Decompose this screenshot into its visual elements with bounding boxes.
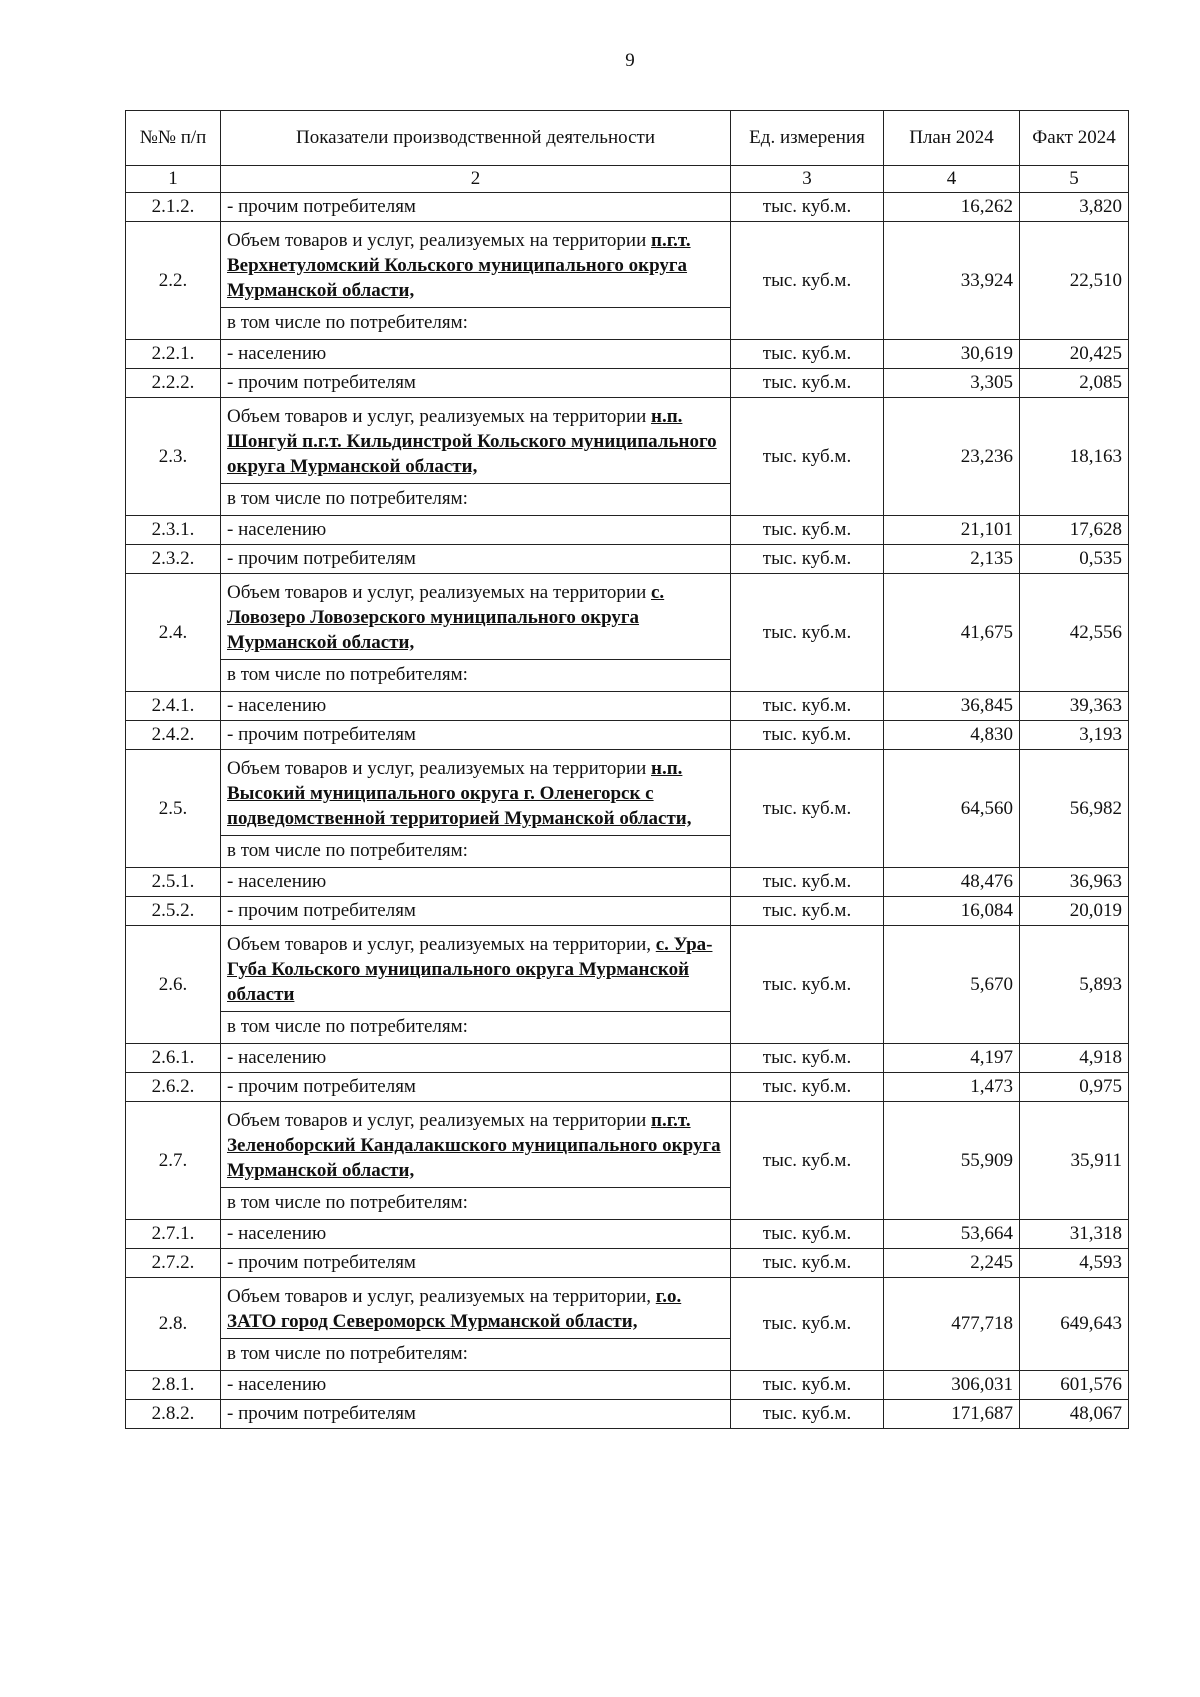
table-row-group	[126, 398, 1129, 516]
table-row	[126, 1073, 1129, 1102]
plan-value: 4,197	[884, 1044, 1020, 1073]
row-number: 2.6.1.	[126, 1044, 221, 1073]
fact-value: 0,535	[1020, 545, 1129, 574]
fact-value: 4,918	[1020, 1044, 1129, 1073]
row-description	[221, 1102, 731, 1220]
plan-value: 53,664	[884, 1220, 1020, 1249]
including-by-consumers-label: в том числе по потребителям:	[221, 1187, 730, 1215]
row-number: 2.7.1.	[126, 1220, 221, 1249]
row-label: - прочим потребителям	[221, 897, 731, 926]
row-label: - прочим потребителям	[221, 369, 731, 398]
fact-value: 48,067	[1020, 1400, 1129, 1429]
unit-cell: тыс. куб.м.	[731, 398, 884, 516]
row-number: 2.7.2.	[126, 1249, 221, 1278]
row-label: - населению	[221, 516, 731, 545]
unit-cell: тыс. куб.м.	[731, 897, 884, 926]
row-number: 2.2.1.	[126, 340, 221, 369]
territory-name: н.п. Высокий муниципального округа г. Оленегорск с подведомственной территорией Мурманской области,	[227, 758, 692, 829]
plan-value: 1,473	[884, 1073, 1020, 1102]
unit-cell: тыс. куб.м.	[731, 721, 884, 750]
table-row	[126, 193, 1129, 222]
row-label: - населению	[221, 1220, 731, 1249]
plan-value: 48,476	[884, 868, 1020, 897]
including-by-consumers-label: в том числе по потребителям:	[221, 483, 730, 511]
including-by-consumers-label: в том числе по потребителям:	[221, 1338, 730, 1366]
row-description-lead: Объем товаров и услуг, реализуемых на территории	[227, 758, 647, 779]
plan-value: 33,924	[884, 222, 1020, 340]
row-description	[221, 574, 731, 692]
plan-value: 41,675	[884, 574, 1020, 692]
row-label: - населению	[221, 692, 731, 721]
fact-value: 3,193	[1020, 721, 1129, 750]
column-number: 4	[884, 166, 1020, 193]
unit-cell: тыс. куб.м.	[731, 574, 884, 692]
column-numbers-row	[126, 166, 1129, 193]
unit-cell: тыс. куб.м.	[731, 516, 884, 545]
plan-value: 2,135	[884, 545, 1020, 574]
unit-cell: тыс. куб.м.	[731, 1249, 884, 1278]
row-number: 2.5.1.	[126, 868, 221, 897]
row-number: 2.5.	[126, 750, 221, 868]
row-description-lead: Объем товаров и услуг, реализуемых на территории	[227, 406, 647, 427]
territory-name: с. Ура-Губа Кольского муниципального округа Мурманской области	[227, 934, 713, 1005]
table-row-group	[126, 1102, 1129, 1220]
fact-value: 601,576	[1020, 1371, 1129, 1400]
header-indicator: Показатели производственной деятельности	[221, 111, 731, 166]
column-number: 1	[126, 166, 221, 193]
row-number: 2.1.2.	[126, 193, 221, 222]
unit-cell: тыс. куб.м.	[731, 545, 884, 574]
territory-name: г.о. ЗАТО город Североморск Мурманской области,	[227, 1286, 682, 1332]
plan-value: 21,101	[884, 516, 1020, 545]
row-label: - прочим потребителям	[221, 1400, 731, 1429]
row-label: - населению	[221, 1371, 731, 1400]
territory-name: п.г.т. Зеленоборский Кандалакшского муниципального округа Мурманской области,	[227, 1110, 721, 1181]
unit-cell: тыс. куб.м.	[731, 926, 884, 1044]
table-row	[126, 1249, 1129, 1278]
row-description	[221, 398, 731, 516]
plan-value: 306,031	[884, 1371, 1020, 1400]
row-description-lead: Объем товаров и услуг, реализуемых на территории,	[227, 934, 651, 955]
plan-value: 55,909	[884, 1102, 1020, 1220]
including-by-consumers-label: в том числе по потребителям:	[221, 835, 730, 863]
table-row-group	[126, 574, 1129, 692]
fact-value: 42,556	[1020, 574, 1129, 692]
table-row	[126, 897, 1129, 926]
table-row	[126, 1371, 1129, 1400]
plan-value: 16,262	[884, 193, 1020, 222]
table-row	[126, 1400, 1129, 1429]
plan-value: 171,687	[884, 1400, 1020, 1429]
row-label: - прочим потребителям	[221, 1073, 731, 1102]
table-row	[126, 721, 1129, 750]
fact-value: 18,163	[1020, 398, 1129, 516]
fact-value: 22,510	[1020, 222, 1129, 340]
row-label: - прочим потребителям	[221, 545, 731, 574]
unit-cell: тыс. куб.м.	[731, 1220, 884, 1249]
row-number: 2.5.2.	[126, 897, 221, 926]
row-number: 2.6.2.	[126, 1073, 221, 1102]
header-fact: Факт 2024	[1020, 111, 1129, 166]
unit-cell: тыс. куб.м.	[731, 1400, 884, 1429]
row-label: - населению	[221, 340, 731, 369]
plan-value: 64,560	[884, 750, 1020, 868]
unit-cell: тыс. куб.м.	[731, 692, 884, 721]
plan-value: 477,718	[884, 1278, 1020, 1371]
row-number: 2.8.2.	[126, 1400, 221, 1429]
plan-value: 4,830	[884, 721, 1020, 750]
row-description-lead: Объем товаров и услуг, реализуемых на территории	[227, 1110, 647, 1131]
territory-name: н.п. Шонгуй п.г.т. Кильдинстрой Кольского муниципального округа Мурманской области,	[227, 406, 717, 477]
row-description	[221, 222, 731, 340]
fact-value: 3,820	[1020, 193, 1129, 222]
plan-value: 5,670	[884, 926, 1020, 1044]
row-description-lead: Объем товаров и услуг, реализуемых на территории,	[227, 1286, 651, 1307]
table-row-group	[126, 222, 1129, 340]
unit-cell: тыс. куб.м.	[731, 750, 884, 868]
row-number: 2.2.2.	[126, 369, 221, 398]
row-number: 2.7.	[126, 1102, 221, 1220]
column-number: 5	[1020, 166, 1129, 193]
fact-value: 4,593	[1020, 1249, 1129, 1278]
unit-cell: тыс. куб.м.	[731, 340, 884, 369]
plan-value: 2,245	[884, 1249, 1020, 1278]
table-row	[126, 692, 1129, 721]
column-number: 3	[731, 166, 884, 193]
unit-cell: тыс. куб.м.	[731, 1044, 884, 1073]
table-row	[126, 340, 1129, 369]
unit-cell: тыс. куб.м.	[731, 369, 884, 398]
plan-value: 16,084	[884, 897, 1020, 926]
plan-value: 23,236	[884, 398, 1020, 516]
table-row	[126, 1220, 1129, 1249]
row-number: 2.3.2.	[126, 545, 221, 574]
fact-value: 649,643	[1020, 1278, 1129, 1371]
unit-cell: тыс. куб.м.	[731, 193, 884, 222]
fact-value: 2,085	[1020, 369, 1129, 398]
including-by-consumers-label: в том числе по потребителям:	[221, 307, 730, 335]
row-number: 2.2.	[126, 222, 221, 340]
row-description	[221, 750, 731, 868]
fact-value: 56,982	[1020, 750, 1129, 868]
column-number: 2	[221, 166, 731, 193]
table-row-group	[126, 1278, 1129, 1371]
fact-value: 39,363	[1020, 692, 1129, 721]
header-num: №№ п/п	[126, 111, 221, 166]
row-description-lead: Объем товаров и услуг, реализуемых на территории	[227, 582, 647, 603]
fact-value: 31,318	[1020, 1220, 1129, 1249]
fact-value: 20,425	[1020, 340, 1129, 369]
table-header-row	[126, 111, 1129, 166]
row-description-lead: Объем товаров и услуг, реализуемых на территории	[227, 230, 647, 251]
header-unit: Ед. измерения	[731, 111, 884, 166]
fact-value: 5,893	[1020, 926, 1129, 1044]
production-indicators-table	[125, 110, 1129, 1429]
plan-value: 30,619	[884, 340, 1020, 369]
row-label: - прочим потребителям	[221, 1249, 731, 1278]
including-by-consumers-label: в том числе по потребителям:	[221, 659, 730, 687]
row-label: - населению	[221, 868, 731, 897]
fact-value: 17,628	[1020, 516, 1129, 545]
row-label: - прочим потребителям	[221, 721, 731, 750]
row-number: 2.8.1.	[126, 1371, 221, 1400]
unit-cell: тыс. куб.м.	[731, 1371, 884, 1400]
row-number: 2.3.	[126, 398, 221, 516]
unit-cell: тыс. куб.м.	[731, 1073, 884, 1102]
row-number: 2.6.	[126, 926, 221, 1044]
header-plan: План 2024	[884, 111, 1020, 166]
row-label: - прочим потребителям	[221, 193, 731, 222]
unit-cell: тыс. куб.м.	[731, 1278, 884, 1371]
table-row	[126, 545, 1129, 574]
table-row-group	[126, 926, 1129, 1044]
unit-cell: тыс. куб.м.	[731, 868, 884, 897]
row-description	[221, 926, 731, 1044]
row-number: 2.8.	[126, 1278, 221, 1371]
table-row	[126, 868, 1129, 897]
territory-name: с. Ловозеро Ловозерского муниципального округа Мурманской области,	[227, 582, 665, 653]
row-number: 2.4.	[126, 574, 221, 692]
row-description	[221, 1278, 731, 1371]
table-row-group	[126, 750, 1129, 868]
fact-value: 20,019	[1020, 897, 1129, 926]
plan-value: 3,305	[884, 369, 1020, 398]
unit-cell: тыс. куб.м.	[731, 1102, 884, 1220]
row-number: 2.3.1.	[126, 516, 221, 545]
table-row	[126, 516, 1129, 545]
row-number: 2.4.1.	[126, 692, 221, 721]
fact-value: 35,911	[1020, 1102, 1129, 1220]
row-number: 2.4.2.	[126, 721, 221, 750]
table-row	[126, 369, 1129, 398]
table-body	[126, 193, 1129, 1429]
unit-cell: тыс. куб.м.	[731, 222, 884, 340]
fact-value: 36,963	[1020, 868, 1129, 897]
plan-value: 36,845	[884, 692, 1020, 721]
fact-value: 0,975	[1020, 1073, 1129, 1102]
including-by-consumers-label: в том числе по потребителям:	[221, 1011, 730, 1039]
table-row	[126, 1044, 1129, 1073]
row-label: - населению	[221, 1044, 731, 1073]
page-number: 9	[625, 50, 635, 71]
territory-name: п.г.т. Верхнетуломский Кольского муниципального округа Мурманской области,	[227, 230, 691, 301]
